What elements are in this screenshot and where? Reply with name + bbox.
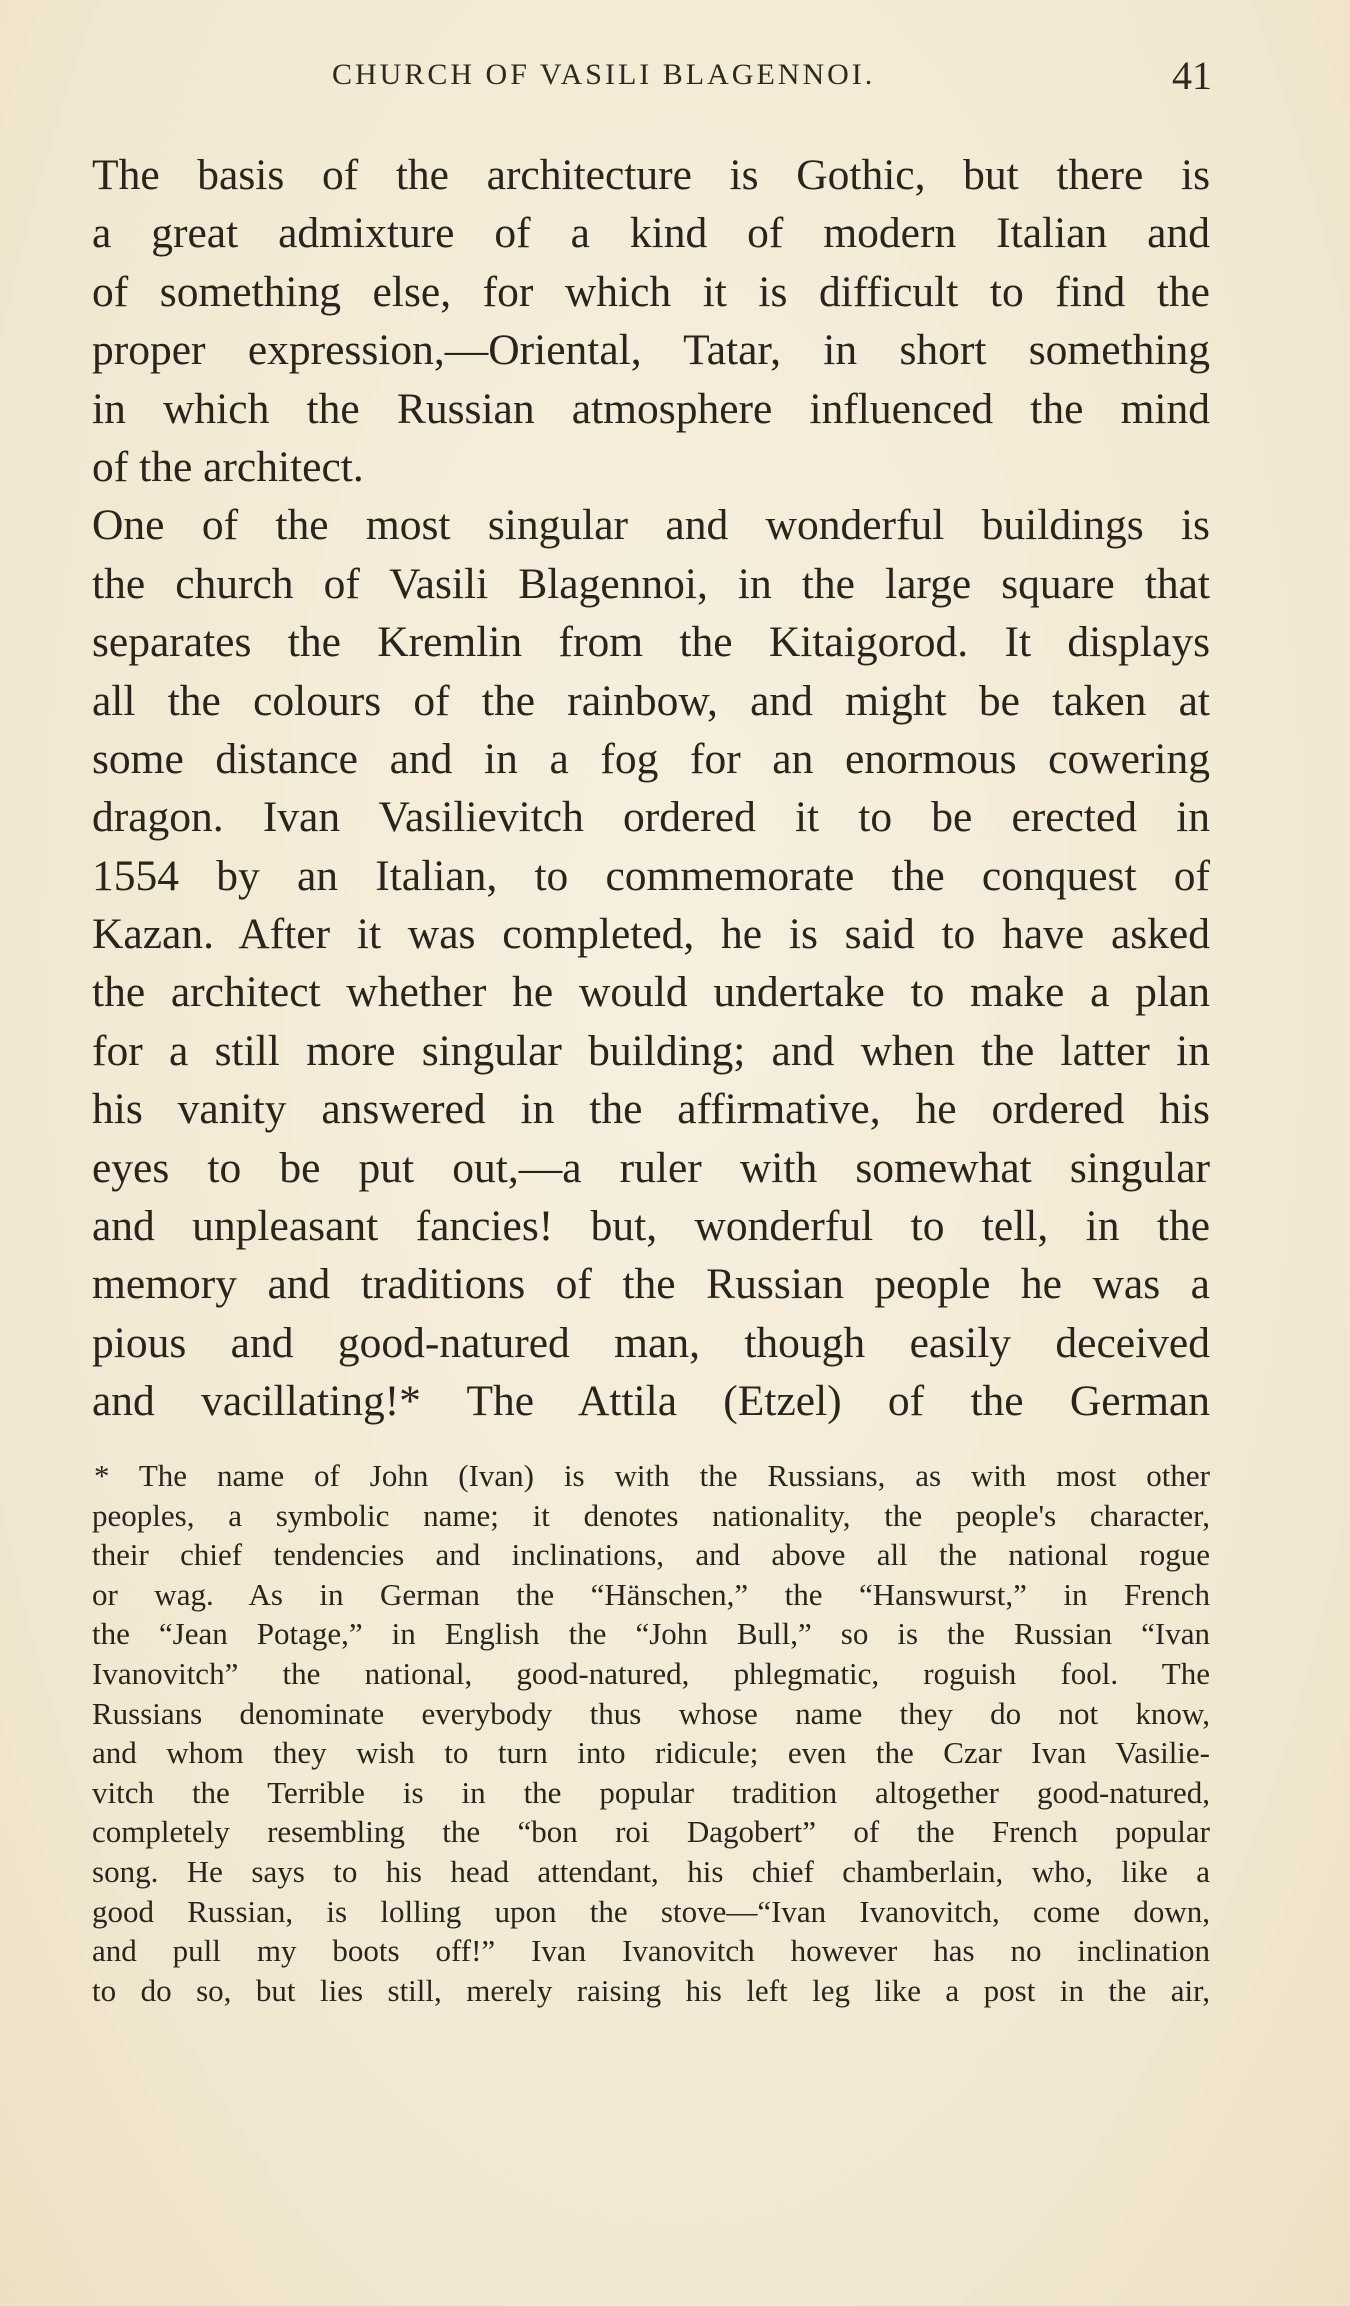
footnote-line: to do so, but lies still, merely raising his left leg like a post in the air, bbox=[92, 1972, 1210, 2008]
footnote-line: Russians denominate everybody thus whose name they do not know, bbox=[92, 1695, 1210, 1731]
footnote-line: the “Jean Potage,” in English the “John Bull,” so is the Russian “Ivan bbox=[92, 1616, 1210, 1652]
footnote bbox=[92, 1456, 1210, 2010]
body-line: The basis of the architecture is Gothic, but there is bbox=[92, 151, 1210, 199]
body-line: memory and traditions of the Russian people he was a bbox=[92, 1260, 1210, 1309]
footnote-line: peoples, a symbolic name; it denotes nationality, the people's character, bbox=[92, 1497, 1210, 1533]
body-line: of the architect. bbox=[92, 442, 364, 491]
running-head: CHURCH OF VASILI BLAGENNOI. bbox=[332, 58, 876, 91]
body-line: the church of Vasili Blagennoi, in the large square that bbox=[92, 559, 1210, 608]
body-line: 1554 by an Italian, to commemorate the conquest of bbox=[92, 851, 1210, 900]
footnote-line: good Russian, is lolling upon the stove—“Ivan Ivanovitch, come down, bbox=[92, 1893, 1210, 1929]
body-line: eyes to be put out,—a ruler with somewhat singular bbox=[92, 1143, 1210, 1192]
footnote-line: or wag. As in German the “Hänschen,” the “Hanswurst,” in French bbox=[92, 1576, 1210, 1612]
body-line: the architect whether he would undertake to make a plan bbox=[92, 968, 1210, 1017]
body-line: all the colours of the rainbow, and might be taken at bbox=[92, 676, 1210, 725]
body-line: proper expression,—Oriental, Tatar, in short something bbox=[92, 326, 1210, 375]
body-line: his vanity answered in the affirmative, he ordered his bbox=[92, 1085, 1210, 1134]
body-line: a great admixture of a kind of modern Italian and bbox=[92, 209, 1210, 258]
footnote-line: completely resembling the “bon roi Dagobert” of the French popular bbox=[92, 1814, 1210, 1850]
body-line: in which the Russian atmosphere influenced the mind bbox=[92, 384, 1210, 433]
body-line: Kazan. After it was completed, he is said to have asked bbox=[92, 910, 1210, 959]
main-text bbox=[92, 146, 1210, 1431]
body-line: pious and good-natured man, though easily deceived bbox=[92, 1318, 1210, 1367]
footnote-line: Ivanovitch” the national, good-natured, phlegmatic, roguish fool. The bbox=[92, 1655, 1210, 1691]
body-line: and vacillating!* The Attila (Etzel) of the German bbox=[92, 1377, 1210, 1426]
footnote-line: and pull my boots off!” Ivan Ivanovitch however has no inclination bbox=[92, 1933, 1210, 1969]
footnote-line: their chief tendencies and inclinations, and above all the national rogue bbox=[92, 1537, 1210, 1573]
footnote-line: vitch the Terrible is in the popular tradition altogether good-natured, bbox=[92, 1774, 1210, 1810]
page-header bbox=[92, 52, 1212, 102]
body-line: dragon. Ivan Vasilievitch ordered it to be erected in bbox=[92, 793, 1210, 842]
body-line: of something else, for which it is difficult to find the bbox=[92, 267, 1210, 316]
footnote-line: * The name of John (Ivan) is with the Russians, as with most other bbox=[94, 1458, 1210, 1493]
body-line: some distance and in a fog for an enormous cowering bbox=[92, 734, 1210, 783]
page-number: 41 bbox=[1172, 53, 1212, 98]
body-line: separates the Kremlin from the Kitaigorod. It displays bbox=[92, 618, 1210, 667]
footnote-line: song. He says to his head attendant, his chief chamberlain, who, like a bbox=[92, 1853, 1210, 1889]
body-line: and unpleasant fancies! but, wonderful to tell, in the bbox=[92, 1202, 1210, 1251]
body-line: One of the most singular and wonderful buildings is bbox=[92, 501, 1210, 550]
footnote-line: and whom they wish to turn into ridicule; even the Czar Ivan Vasilie- bbox=[92, 1735, 1210, 1771]
body-line: for a still more singular building; and when the latter in bbox=[92, 1026, 1210, 1075]
